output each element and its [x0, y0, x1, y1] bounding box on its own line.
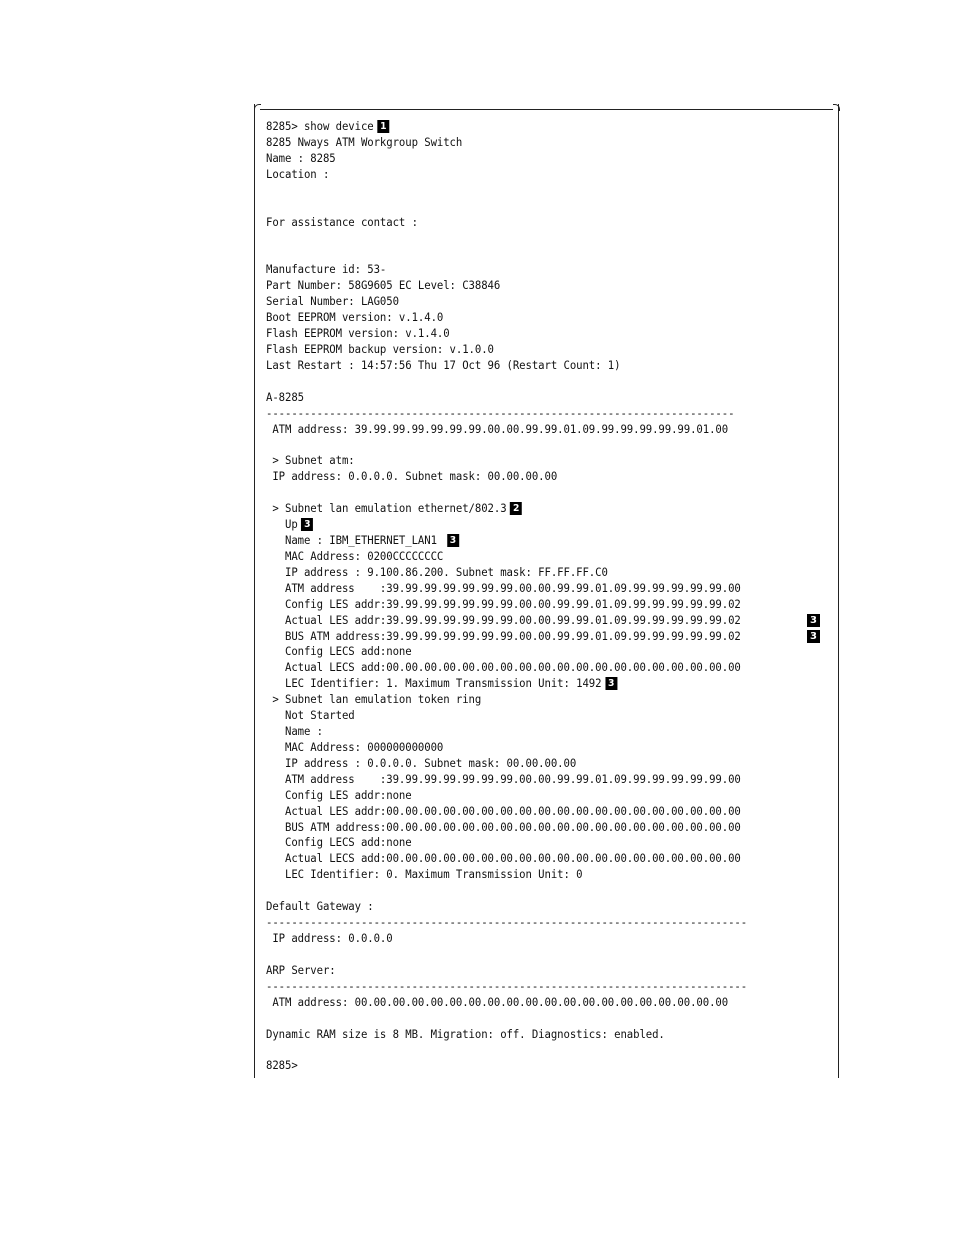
terminal-line-text: IP address : 0.0.0.0. Subnet mask: 00.00.00.00 — [266, 755, 577, 770]
terminal-line — [266, 1042, 781, 1058]
terminal-line — [266, 820, 781, 836]
terminal-output — [266, 119, 781, 1074]
terminal-line — [266, 199, 781, 215]
terminal-line-text: Name : — [266, 724, 323, 739]
terminal-line — [266, 151, 781, 167]
terminal-line — [266, 358, 781, 374]
terminal-line-text: Default Gateway : — [266, 899, 374, 914]
terminal-line-text: Last Restart : 14:57:56 Thu 17 Oct 96 (Restart Count: 1) — [266, 357, 621, 372]
terminal-line-text: > Subnet lan emulation ethernet/802.3 — [266, 501, 507, 516]
terminal-line — [266, 310, 781, 326]
terminal-line — [266, 342, 781, 358]
terminal-line — [266, 788, 781, 804]
terminal-line-text: 8285> show device — [266, 119, 374, 133]
terminal-line — [266, 692, 781, 708]
terminal-line-text: Flash EEPROM backup version: v.1.0.0 — [266, 341, 494, 356]
terminal-line-text: Actual LECS add:00.00.00.00.00.00.00.00.00.00.00.00.00.00.00.00.00.00.00 — [266, 851, 741, 866]
terminal-line — [266, 374, 781, 390]
terminal-line — [266, 453, 781, 469]
terminal-line — [266, 851, 781, 867]
terminal-line — [266, 676, 781, 692]
terminal-line-text: Name : 8285 — [266, 150, 336, 165]
terminal-line — [266, 644, 781, 660]
terminal-line — [266, 215, 781, 231]
callout-badge: 1 — [377, 120, 389, 133]
terminal-line — [266, 963, 781, 979]
terminal-line-text: MAC Address: 0200CCCCCCCC — [266, 548, 444, 563]
terminal-line — [266, 804, 781, 820]
terminal-line-text: Serial Number: LAG050 — [266, 294, 399, 309]
terminal-line — [266, 724, 781, 740]
terminal-line-text: MAC Address: 000000000000 — [266, 739, 444, 754]
terminal-line — [266, 1011, 781, 1027]
terminal-line — [266, 183, 781, 199]
callout-badge: 3 — [807, 630, 820, 643]
terminal-line-text: Actual LES addr:00.00.00.00.00.00.00.00.00.00.00.00.00.00.00.00.00.00.00 — [266, 803, 741, 818]
frame-corner-top-right — [833, 104, 840, 111]
terminal-line — [266, 708, 781, 724]
terminal-line-text: LEC Identifier: 0. Maximum Transmission Unit: 0 — [266, 867, 583, 882]
terminal-line-text: > Subnet atm: — [266, 453, 355, 468]
terminal-line-text: LEC Identifier: 1. Maximum Transmission Unit: 1492 — [266, 676, 602, 691]
terminal-line — [266, 883, 781, 899]
terminal-line — [266, 422, 781, 438]
terminal-line — [266, 629, 781, 645]
terminal-line — [266, 167, 781, 183]
terminal-line-text: ARP Server: — [266, 962, 336, 977]
terminal-frame-top — [260, 109, 833, 110]
terminal-line-text: Part Number: 58G9605 EC Level: C38846 — [266, 278, 501, 293]
terminal-line — [266, 549, 781, 565]
terminal-line — [266, 740, 781, 756]
terminal-line — [266, 995, 781, 1011]
terminal-line-text: Boot EEPROM version: v.1.4.0 — [266, 310, 444, 325]
terminal-line — [266, 517, 781, 533]
terminal-line — [266, 979, 781, 995]
terminal-line-text: BUS ATM address:00.00.00.00.00.00.00.00.00.00.00.00.00.00.00.00.00.00.00 — [266, 819, 741, 834]
terminal-line — [266, 262, 781, 278]
terminal-line — [266, 915, 781, 931]
terminal-line-text: IP address: 0.0.0.0 — [266, 931, 393, 946]
terminal-line — [266, 246, 781, 262]
terminal-line-text: -------------------------------------------------------------------------- — [266, 405, 735, 420]
terminal-line — [266, 533, 781, 549]
terminal-line-text: ---------------------------------------------------------------------------- — [266, 915, 748, 930]
terminal-line — [266, 613, 781, 629]
terminal-line — [266, 469, 781, 485]
callout-badge: 3 — [605, 677, 617, 690]
terminal-line-text: Manufacture id: 53- — [266, 262, 387, 277]
terminal-line-text: ---------------------------------------------------------------------------- — [266, 978, 748, 993]
terminal-line — [266, 947, 781, 963]
terminal-line — [266, 867, 781, 883]
terminal-line — [266, 501, 781, 517]
terminal-line — [266, 581, 781, 597]
frame-corner-top-left — [254, 104, 261, 111]
terminal-line — [266, 230, 781, 246]
terminal-line — [266, 1058, 781, 1074]
callout-badge: 2 — [510, 502, 522, 515]
terminal-line-text: Dynamic RAM size is 8 MB. Migration: off. Diagnostics: enabled. — [266, 1026, 665, 1041]
terminal-line-text: 8285> — [266, 1058, 298, 1073]
terminal-line-text: Config LES addr:39.99.99.99.99.99.99.00.00.99.99.01.09.99.99.99.99.99.02 — [266, 596, 741, 611]
terminal-line — [266, 597, 781, 613]
terminal-line — [266, 756, 781, 772]
terminal-line-text: Flash EEPROM version: v.1.4.0 — [266, 325, 450, 340]
terminal-line — [266, 406, 781, 422]
callout-badge: 3 — [301, 518, 313, 531]
terminal-line — [266, 294, 781, 310]
terminal-line — [266, 899, 781, 915]
terminal-line-text: ATM address :39.99.99.99.99.99.99.00.00.99.99.01.09.99.99.99.99.99.00 — [266, 771, 741, 786]
terminal-line-text: IP address : 9.100.86.200. Subnet mask: FF.FF.FF.C0 — [266, 564, 608, 579]
terminal-line-text: ATM address: 00.00.00.00.00.00.00.00.00.00.00.00.00.00.00.00.00.00.00.00 — [266, 994, 729, 1009]
terminal-line-text: BUS ATM address:39.99.99.99.99.99.99.00.00.99.99.01.09.99.99.99.99.99.02 — [266, 628, 741, 643]
terminal-line-text: > Subnet lan emulation token ring — [266, 692, 482, 707]
terminal-line — [266, 437, 781, 453]
terminal-line-text: Config LECS add:none — [266, 644, 412, 659]
callout-badge: 3 — [807, 614, 820, 627]
terminal-line-text: Actual LES addr:39.99.99.99.99.99.99.00.00.99.99.01.09.99.99.99.99.99.02 — [266, 612, 741, 627]
terminal-line — [266, 835, 781, 851]
terminal-line-text: IP address: 0.0.0.0. Subnet mask: 00.00.00.00 — [266, 469, 558, 484]
terminal-line-text: A-8285 — [266, 389, 304, 404]
callout-badge: 3 — [447, 534, 459, 547]
terminal-line — [266, 565, 781, 581]
terminal-line — [266, 660, 781, 676]
terminal-line — [266, 931, 781, 947]
terminal-line-text: Not Started — [266, 708, 355, 723]
terminal-line — [266, 135, 781, 151]
terminal-line — [266, 485, 781, 501]
terminal-line — [266, 278, 781, 294]
terminal-line — [266, 1027, 781, 1043]
terminal-line-text: 8285 Nways ATM Workgroup Switch — [266, 134, 463, 149]
terminal-line — [266, 326, 781, 342]
terminal-line — [266, 119, 781, 135]
terminal-line-text: Actual LECS add:00.00.00.00.00.00.00.00.00.00.00.00.00.00.00.00.00.00.00 — [266, 660, 741, 675]
terminal-line-text: Location : — [266, 166, 330, 181]
terminal-line-text: Name : IBM_ETHERNET_LAN1 — [266, 532, 444, 547]
terminal-line-text: Config LES addr:none — [266, 787, 412, 802]
terminal-line — [266, 772, 781, 788]
terminal-line-text: Up — [266, 517, 298, 532]
terminal-line-text: For assistance contact : — [266, 214, 418, 229]
terminal-line-text: ATM address :39.99.99.99.99.99.99.00.00.99.99.01.09.99.99.99.99.99.00 — [266, 580, 741, 595]
terminal-line — [266, 390, 781, 406]
terminal-line-text: Config LECS add:none — [266, 835, 412, 850]
terminal-line-text: ATM address: 39.99.99.99.99.99.99.00.00.99.99.01.09.99.99.99.99.99.01.00 — [266, 421, 729, 436]
